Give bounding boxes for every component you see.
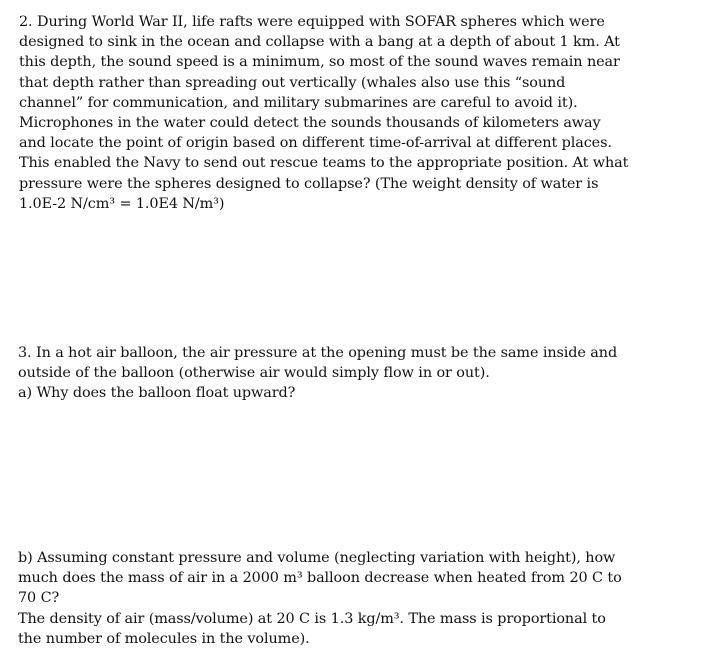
question-2-line: 1.0E-2 N/cm³ = 1.0E4 N/m³) — [19, 195, 225, 212]
question-3b-line: much does the mass of air in a 2000 m³ balloon decrease when heated from 20 C to — [18, 570, 622, 587]
question-2 — [19, 12, 710, 214]
question-2-line: and locate the point of origin based on different time-of-arrival at different places. — [19, 135, 612, 152]
question-2-line: designed to sink in the ocean and collapse with a bang at a depth of about 1 km. At — [19, 34, 620, 51]
question-2-line: 2. During World War II, life rafts were equipped with SOFAR spheres which were — [19, 14, 605, 30]
question-2-line: pressure were the spheres designed to collapse? (The weight density of water is — [19, 175, 599, 192]
question-3-line: 3. In a hot air balloon, the air pressure at the opening must be the same inside and — [18, 345, 618, 361]
question-3b — [18, 548, 710, 649]
question-3b-line: the number of molecules in the volume). — [18, 630, 310, 647]
question-2-line: This enabled the Navy to send out rescue teams to the appropriate position. At what — [19, 155, 629, 172]
question-3b-line: b) Assuming constant pressure and volume (neglecting variation with height), how — [18, 550, 616, 566]
question-2-line: that depth rather than spreading out vertically (whales also use this “sound — [19, 74, 566, 91]
question-3b-line: The density of air (mass/volume) at 20 C is 1.3 kg/m³. The mass is proportional to — [18, 610, 606, 627]
question-3a-prompt: a) Why does the balloon float upward? — [18, 385, 296, 402]
question-3b-line: 70 C? — [18, 590, 60, 607]
question-3-intro — [18, 343, 710, 404]
question-3-line: outside of the balloon (otherwise air would simply flow in or out). — [18, 365, 490, 382]
question-2-line: this depth, the sound speed is a minimum, so most of the sound waves remain near — [19, 54, 620, 71]
question-2-line: Microphones in the water could detect the sounds thousands of kilometers away — [19, 114, 601, 131]
question-2-line: channel” for communication, and military submarines are careful to avoid it). — [19, 94, 578, 111]
